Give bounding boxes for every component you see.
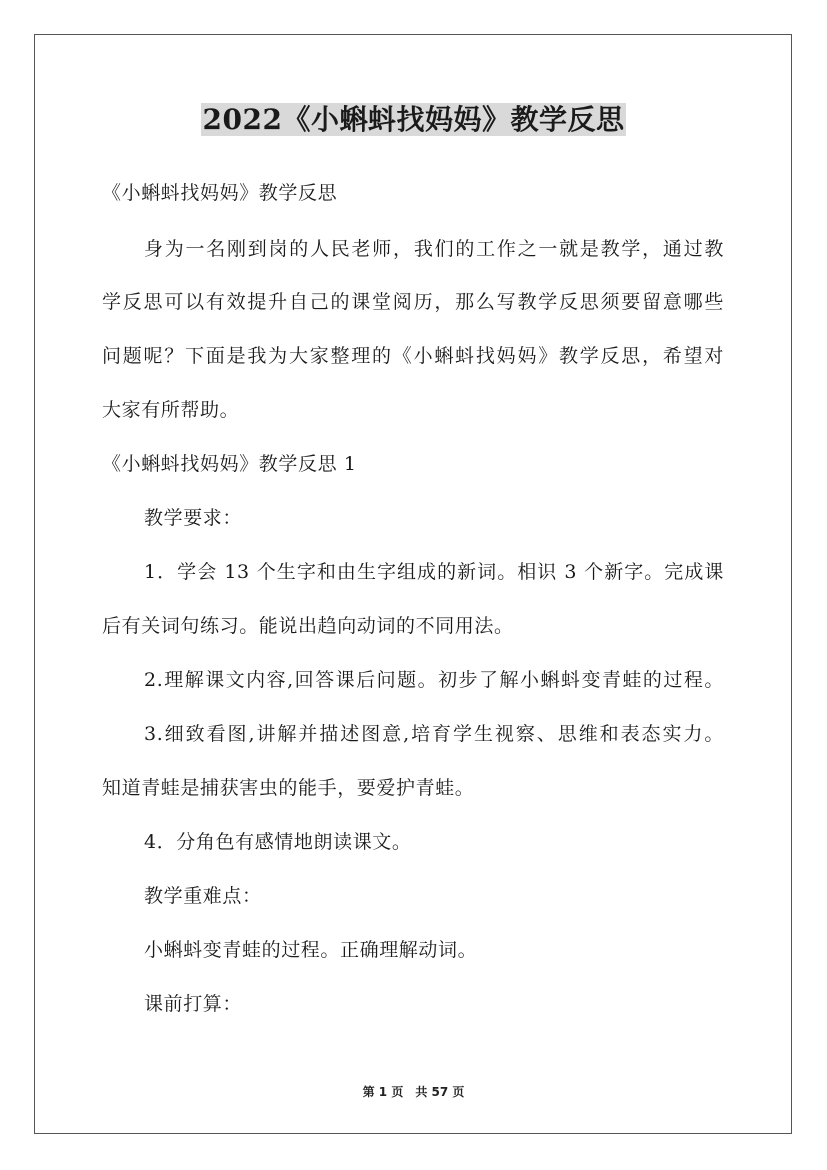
requirement-item-2: 2.理解课文内容,回答课后问题。初步了解小蝌蚪变青蛙的过程。 (144, 669, 724, 691)
page-number: 第 1 页 共 57 页 (362, 1085, 465, 1099)
document-title-wrap (0, 100, 827, 140)
requirement-item-1-cont: 后有关词句练习。能说出趋向动词的不同用法。 (102, 615, 514, 637)
intro-line-4: 大家有所帮助。 (102, 399, 240, 421)
requirement-item-3-cont: 知道青蛙是捕获害虫的能手，要爱护青蛙。 (102, 777, 475, 799)
requirements-label: 教学要求： (144, 507, 243, 529)
requirement-item-3: 3.细致看图,讲解并描述图意,培育学生视察、思维和表态实力。 (144, 723, 724, 745)
document-title: 2022《小蝌蚪找妈妈》教学反思 (202, 103, 625, 136)
requirement-item-4: 4．分角色有感情地朗读课文。 (144, 831, 412, 853)
key-points-text: 小蝌蚪变青蛙的过程。正确理解动词。 (144, 939, 478, 961)
preparation-label: 课前打算： (144, 993, 243, 1015)
key-points-label: 教学重难点： (144, 885, 262, 907)
requirement-item-1: 1．学会 13 个生字和由生字组成的新词。相识 3 个新字。完成课 (144, 561, 724, 583)
intro-line-3: 问题呢？下面是我为大家整理的《小蝌蚪找妈妈》教学反思，希望对 (102, 345, 724, 367)
subtitle: 《小蝌蚪找妈妈》教学反思 (102, 182, 338, 204)
section-heading: 《小蝌蚪找妈妈》教学反思 1 (102, 453, 357, 475)
intro-line-1: 身为一名刚到岗的人民老师，我们的工作之一就是教学，通过教 (144, 238, 724, 260)
intro-line-2: 学反思可以有效提升自己的课堂阅历，那么写教学反思须要留意哪些 (102, 291, 724, 313)
